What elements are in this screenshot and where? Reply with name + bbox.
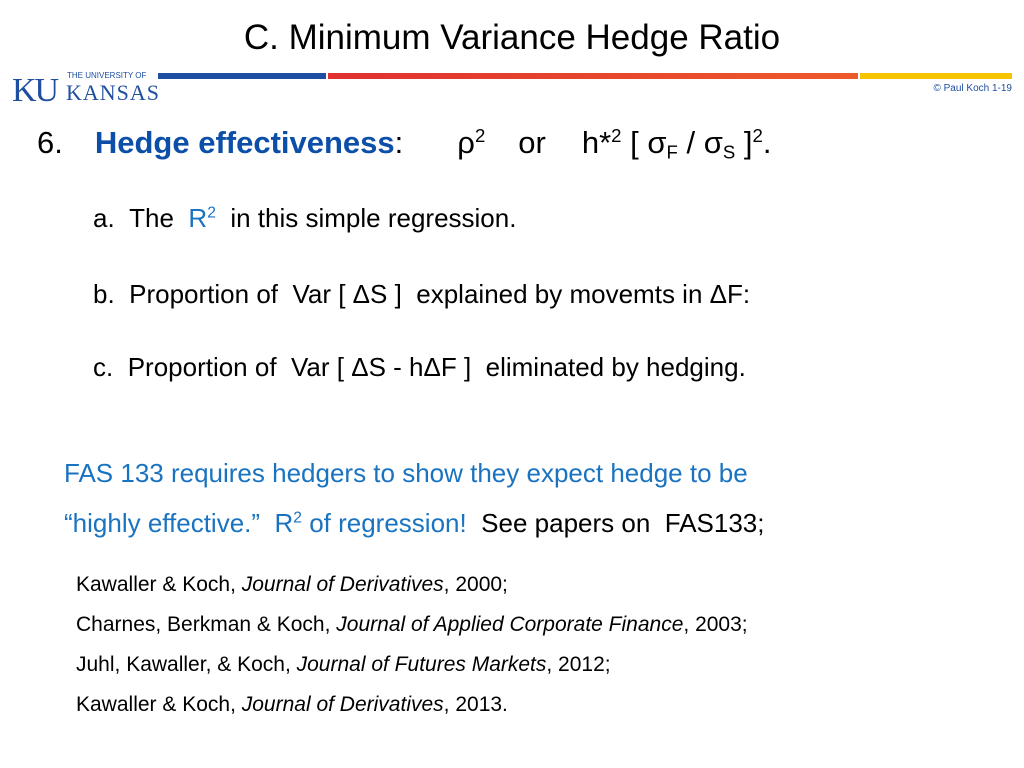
- ref-year: , 2003;: [683, 613, 748, 636]
- reference-4: [76, 693, 508, 717]
- ref-journal: Journal of Applied Corporate Finance: [336, 613, 684, 636]
- r-squared: [188, 203, 215, 233]
- logo-line2: KANSAS: [66, 80, 161, 105]
- copyright-notice: © Paul Koch 1-19: [933, 83, 1012, 94]
- item-b-text: Proportion of Var [ ΔS ] explained by movemts in ΔF:: [129, 279, 751, 309]
- header-bar-yellow: [860, 73, 1012, 79]
- reference-2: [76, 613, 748, 637]
- point-period: .: [762, 125, 772, 160]
- ref-journal: Journal of Futures Markets: [296, 653, 547, 676]
- sigma-f-open: [ σ: [630, 125, 667, 160]
- item-a-pre: The: [129, 203, 174, 233]
- ref-authors: Charnes, Berkman & Koch,: [76, 613, 337, 636]
- header-bar-blue: [158, 73, 326, 79]
- item-c: [93, 352, 746, 383]
- item-a: [93, 203, 516, 234]
- item-b: [93, 279, 750, 310]
- fas-line-2: [64, 508, 764, 539]
- reference-1: [76, 573, 508, 597]
- or-text: or: [518, 125, 546, 160]
- item-a-post: in this simple regression.: [230, 203, 517, 233]
- rho-symbol: ρ: [457, 125, 475, 160]
- ref-year: , 2013.: [443, 693, 508, 716]
- ref-year: , 2012;: [546, 653, 611, 676]
- item-b-label: b.: [93, 279, 115, 309]
- reference-3: [76, 653, 611, 677]
- fas-r-exponent: 2: [293, 509, 302, 527]
- point-colon: :: [394, 125, 404, 160]
- subscript-s: S: [722, 141, 736, 163]
- outer-exponent: 2: [752, 124, 763, 146]
- fas-line2-papers: See papers on FAS133;: [481, 508, 765, 538]
- logo-ku: KU: [12, 72, 58, 109]
- r-letter: R: [188, 203, 208, 233]
- point-heading: Hedge effectiveness: [94, 125, 395, 160]
- point-number: 6.: [37, 125, 63, 160]
- ref-journal: Journal of Derivatives: [241, 693, 444, 716]
- fas-line2-pre: “highly effective.” R: [64, 508, 294, 538]
- ref-journal: Journal of Derivatives: [241, 573, 444, 596]
- fas-line-1: FAS 133 requires hedgers to show they expect hedge to be: [64, 458, 748, 488]
- subscript-f: F: [666, 141, 678, 163]
- r-exponent: 2: [207, 204, 216, 222]
- h-star: h*: [581, 125, 612, 160]
- logo-line1: THE UNIVERSITY OF: [67, 71, 147, 80]
- fas-line2-post: of regression!: [301, 508, 467, 538]
- university-logo: [12, 70, 161, 109]
- h-exponent: 2: [611, 124, 622, 146]
- header-bar-red: [328, 73, 858, 79]
- item-a-label: a.: [93, 203, 115, 233]
- sigma-s: / σ: [686, 125, 723, 160]
- slide-title: C. Minimum Variance Hedge Ratio: [243, 18, 781, 57]
- ref-authors: Kawaller & Koch,: [76, 693, 242, 716]
- close-bracket: ]: [743, 125, 753, 160]
- ref-authors: Juhl, Kawaller, & Koch,: [76, 653, 297, 676]
- ref-authors: Kawaller & Koch,: [76, 573, 242, 596]
- rho-exponent: 2: [474, 124, 486, 146]
- item-c-label: c.: [93, 352, 114, 382]
- point-6: [37, 125, 771, 161]
- item-c-text: Proportion of Var [ ΔS - hΔF ] eliminated by hedging.: [127, 352, 746, 382]
- ref-year: , 2000;: [443, 573, 508, 596]
